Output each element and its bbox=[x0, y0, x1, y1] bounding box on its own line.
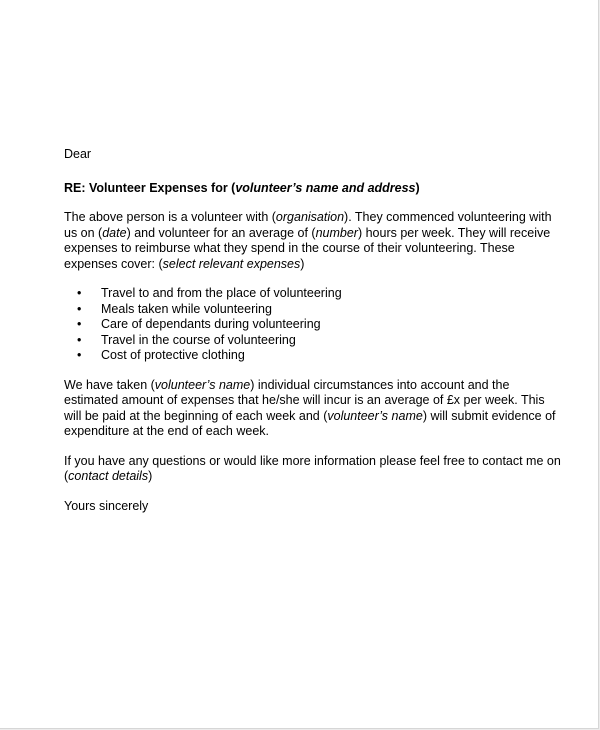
text-run: If you have any questions or would like more information please feel free to contact me on ( bbox=[64, 453, 561, 483]
text-run: ) individual circumstances into account and the estimated amount of expenses that he/she will incur is an average of £x per week. This will be paid at the beginning of each week and ( bbox=[64, 377, 545, 423]
list-item-text: Cost of protective clothing bbox=[101, 348, 245, 362]
text-run: ) hours per week. They will receive expenses to reimburse what they spend in the course of their volunteering. These expenses cover: ( bbox=[64, 225, 551, 271]
date-placeholder: date bbox=[102, 225, 127, 240]
contact-paragraph bbox=[64, 454, 564, 485]
text-run: ) bbox=[148, 469, 153, 483]
letter-body bbox=[64, 147, 564, 514]
text-run: The above person is a volunteer with ( bbox=[64, 210, 276, 224]
list-item bbox=[77, 286, 564, 302]
closing: Yours sincerely bbox=[64, 498, 149, 513]
bullet-icon: • bbox=[77, 332, 82, 347]
bullet-icon: • bbox=[77, 317, 82, 331]
bullet-icon: • bbox=[77, 348, 82, 362]
list-item-text: Meals taken while volunteering bbox=[101, 301, 272, 316]
list-item-text: Travel in the course of volunteering bbox=[101, 332, 296, 347]
subject-suffix: ) bbox=[415, 180, 420, 195]
organisation-placeholder: organisation bbox=[275, 210, 345, 224]
list-item-text: Care of dependants during volunteering bbox=[101, 317, 321, 331]
list-item bbox=[77, 348, 564, 364]
expenses-list bbox=[64, 286, 564, 364]
list-item-text: Travel to and from the place of volunteering bbox=[101, 286, 342, 300]
bullet-icon: • bbox=[77, 301, 82, 316]
contact-details-placeholder: contact details bbox=[68, 469, 149, 483]
expenses-placeholder: select relevant expenses bbox=[162, 256, 301, 271]
circumstances-paragraph bbox=[64, 378, 564, 440]
volunteer-name-placeholder: volunteer’s name bbox=[154, 377, 251, 392]
volunteer-name-placeholder: volunteer’s name bbox=[327, 408, 423, 423]
text-run: ) and volunteer for an average of ( bbox=[126, 225, 316, 240]
salutation: Dear bbox=[64, 147, 92, 161]
subject-line bbox=[64, 181, 564, 197]
text-run: We have taken ( bbox=[64, 377, 155, 392]
subject-prefix: RE: Volunteer Expenses for ( bbox=[64, 180, 236, 195]
list-item bbox=[77, 332, 564, 349]
number-placeholder: number bbox=[315, 225, 358, 240]
text-run: ) will submit evidence of expenditure at the end of each week. bbox=[64, 408, 556, 438]
bullet-icon: • bbox=[77, 286, 82, 300]
list-item bbox=[77, 301, 564, 318]
subject-placeholder: volunteer’s name and address bbox=[235, 180, 416, 195]
intro-paragraph bbox=[64, 210, 564, 272]
list-item bbox=[77, 317, 564, 333]
text-run: ). They commenced volunteering with us on ( bbox=[64, 210, 552, 240]
text-run: ) bbox=[300, 256, 305, 271]
